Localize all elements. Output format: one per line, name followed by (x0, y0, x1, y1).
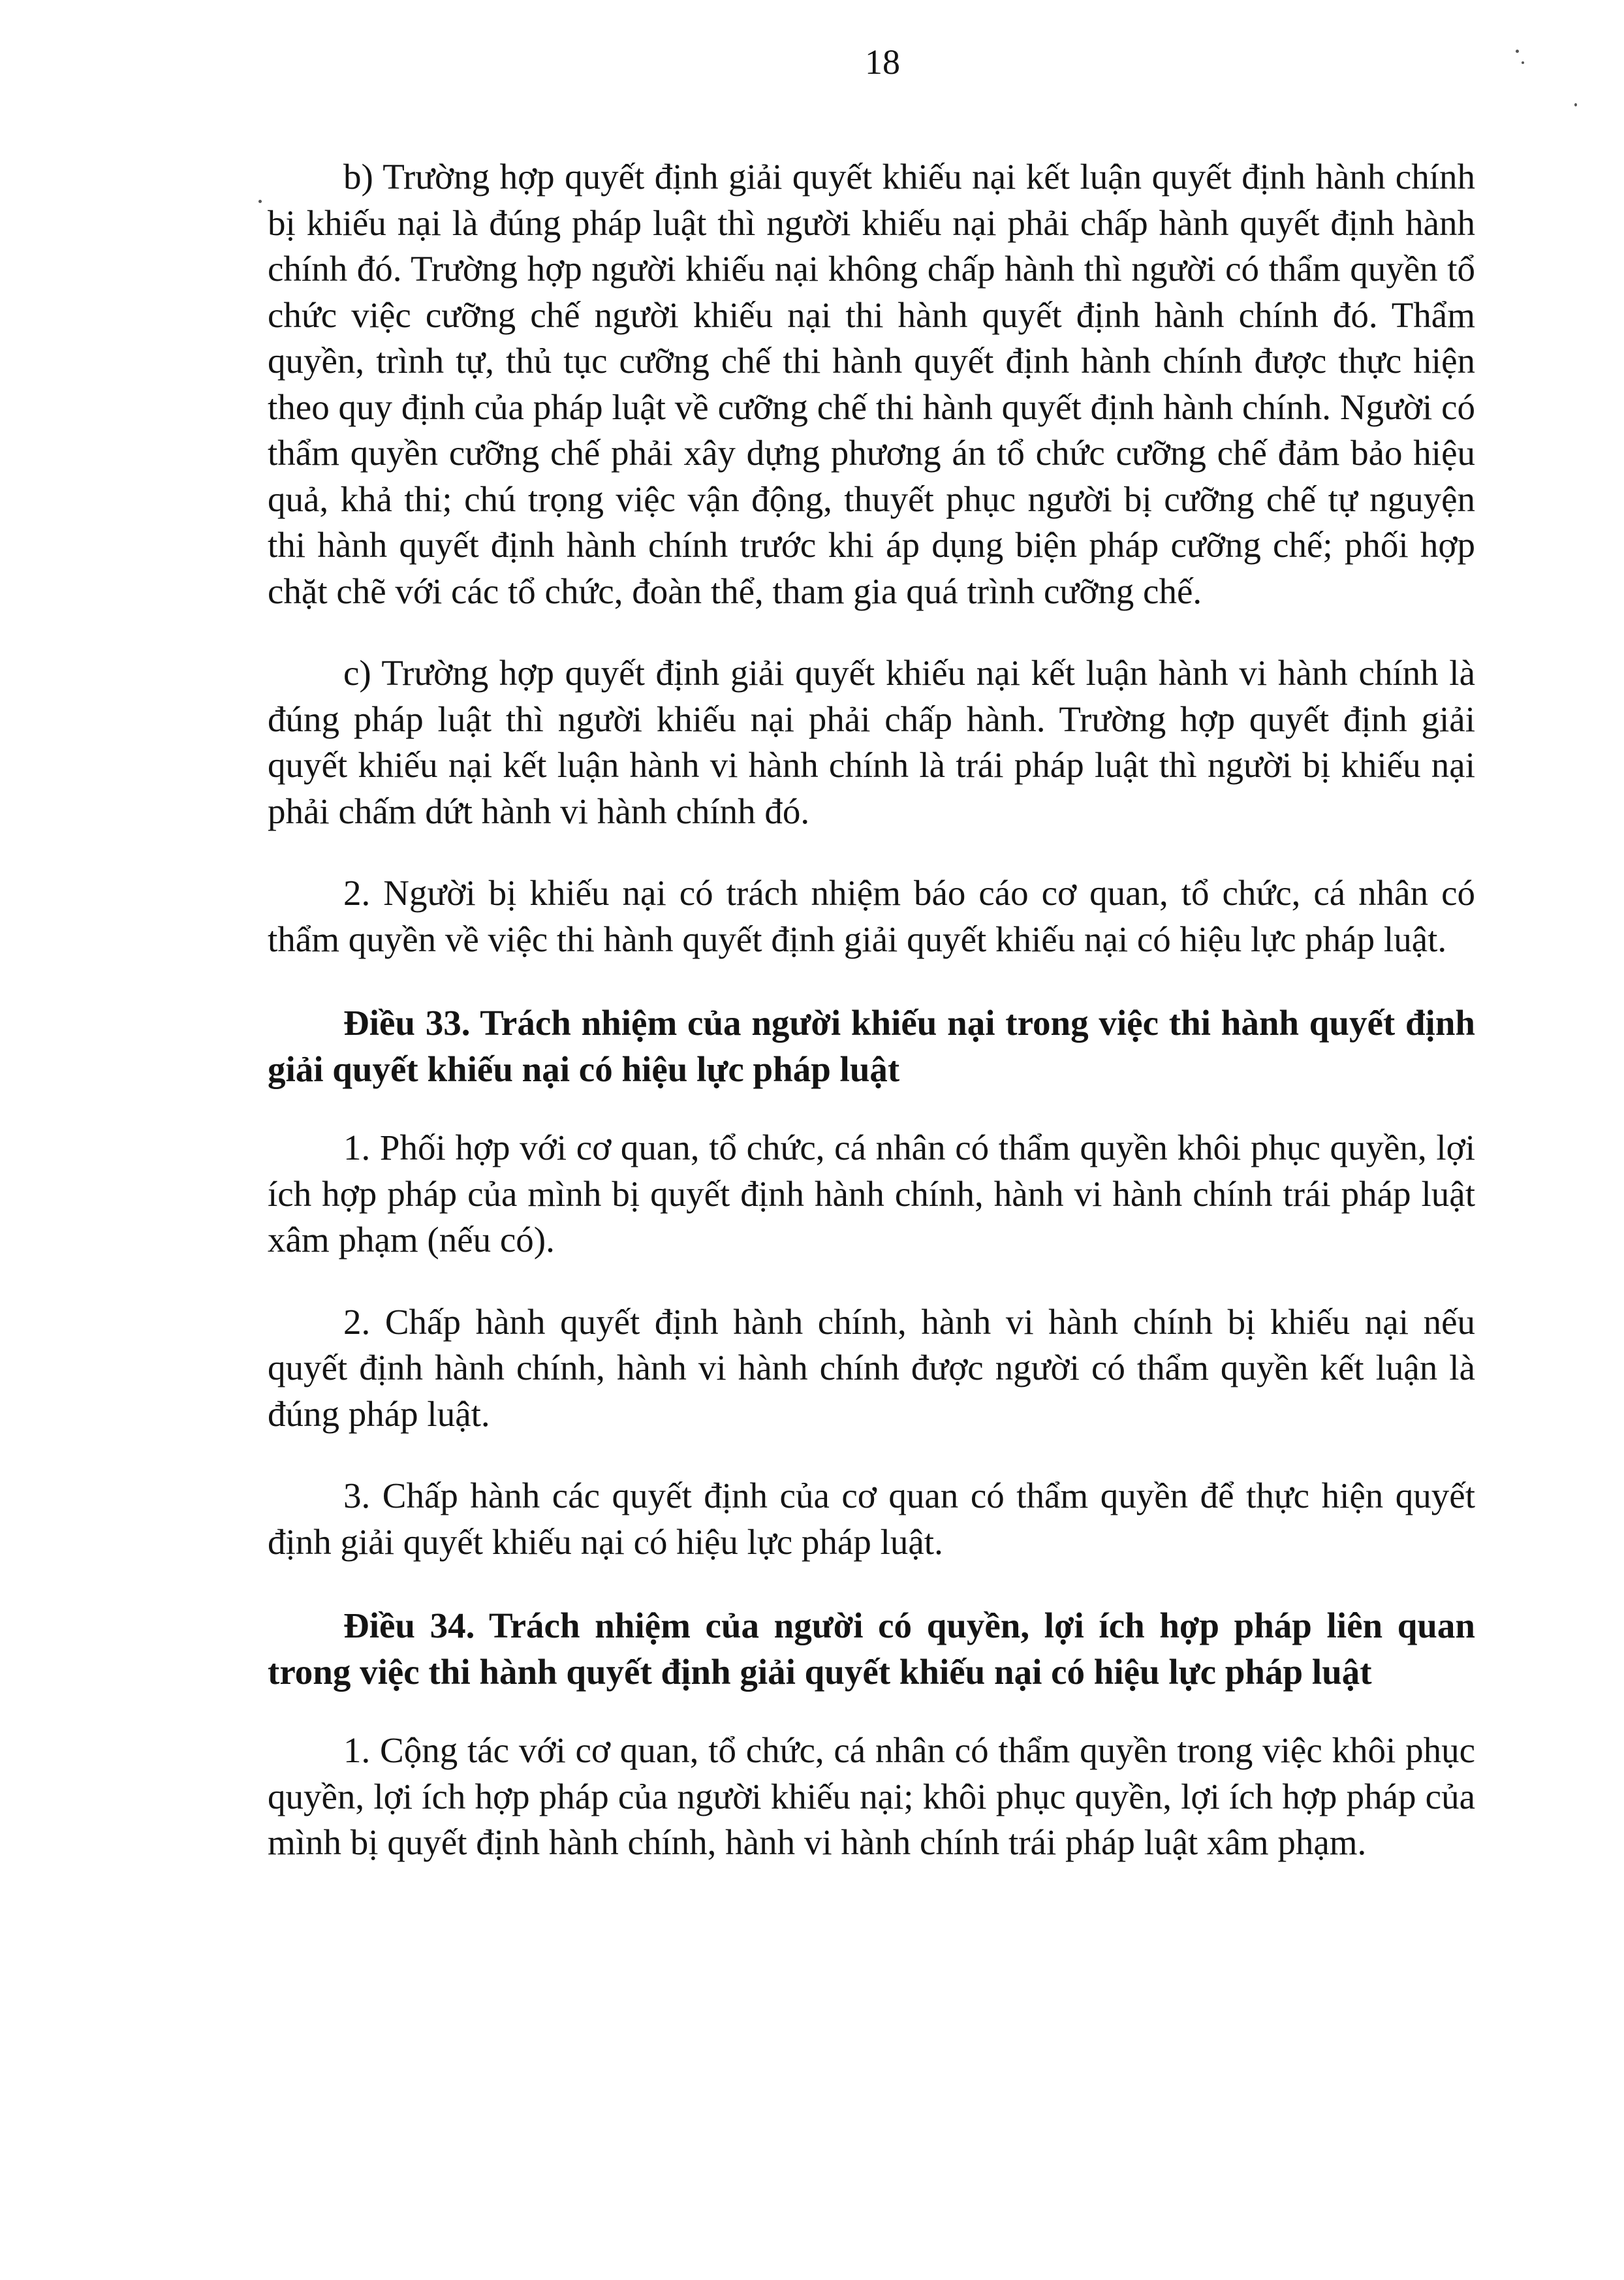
scan-speck (1516, 50, 1519, 53)
article-33-item-2: 2. Chấp hành quyết định hành chính, hành vi hành chính bị khiếu nại nếu quyết định hành chính, hành vi hành chính được người có thẩm quyền kết luận là đúng pháp luật. (268, 1301, 1475, 1434)
article-34-item-1: 1. Cộng tác với cơ quan, tổ chức, cá nhân có thẩm quyền trong việc khôi phục quyền, lợi ích hợp pháp của người khiếu nại; khôi phục quyền, lợi ích hợp pháp của mình bị quyết định hành chính, hành vi hành chính trái pháp luật xâm phạm. (268, 1730, 1475, 1862)
article-34-heading: Điều 34. Trách nhiệm của người có quyền, lợi ích hợp pháp liên quan trong việc thi hành quyết định giải quyết khiếu nại có hiệu lực pháp luật (268, 1606, 1475, 1692)
article-33-heading: Điều 33. Trách nhiệm của người khiếu nại trong việc thi hành quyết định giải quyết khiếu nại có hiệu lực pháp luật (268, 1003, 1475, 1089)
paragraph-b: b) Trường hợp quyết định giải quyết khiếu nại kết luận quyết định hành chính bị khiếu nại là đúng pháp luật thì người khiếu nại phải chấp hành quyết định hành chính đó. Trường hợp người khiếu nại không chấp hành thì người có thẩm quyền tổ chức việc cưỡng chế người khiếu nại thi hành quyết định hành chính đó. Thẩm quyền, trình tự, thủ tục cưỡng chế thi hành quyết định hành chính được thực hiện theo quy định của pháp luật về cưỡng chế thi hành quyết định hành chính. Người có thẩm quyền cưỡng chế phải xây dựng phương án tổ chức cưỡng chế đảm bảo hiệu quả, khả thi; chú trọng việc vận động, thuyết phục người bị cưỡng chế tự nguyện thi hành quyết định hành chính trước khi áp dụng biện pháp cưỡng chế; phối hợp chặt chẽ với các tổ chức, đoàn thể, tham gia quá trình cưỡng chế. (268, 157, 1475, 611)
scan-speck (1574, 103, 1577, 106)
scan-speck (1522, 61, 1524, 64)
page-number: 18 (865, 42, 900, 82)
scan-speck (258, 200, 262, 203)
paragraph-c: c) Trường hợp quyết định giải quyết khiếu nại kết luận hành vi hành chính là đúng pháp luật thì người khiếu nại phải chấp hành. Trường hợp quyết định giải quyết khiếu nại kết luận hành vi hành chính là trái pháp luật thì người bị khiếu nại phải chấm dứt hành vi hành chính đó. (268, 653, 1475, 831)
article-33-item-1: 1. Phối hợp với cơ quan, tổ chức, cá nhân có thẩm quyền khôi phục quyền, lợi ích hợp pháp của mình bị quyết định hành chính, hành vi hành chính trái pháp luật xâm phạm (nếu có). (268, 1128, 1475, 1259)
article-33-item-3: 3. Chấp hành các quyết định của cơ quan có thẩm quyền để thực hiện quyết định giải quyết khiếu nại có hiệu lực pháp luật. (268, 1476, 1475, 1562)
document-body (268, 154, 1475, 1866)
paragraph-2: 2. Người bị khiếu nại có trách nhiệm báo cáo cơ quan, tổ chức, cá nhân có thẩm quyền về việc thi hành quyết định giải quyết khiếu nại có hiệu lực pháp luật. (268, 873, 1475, 959)
